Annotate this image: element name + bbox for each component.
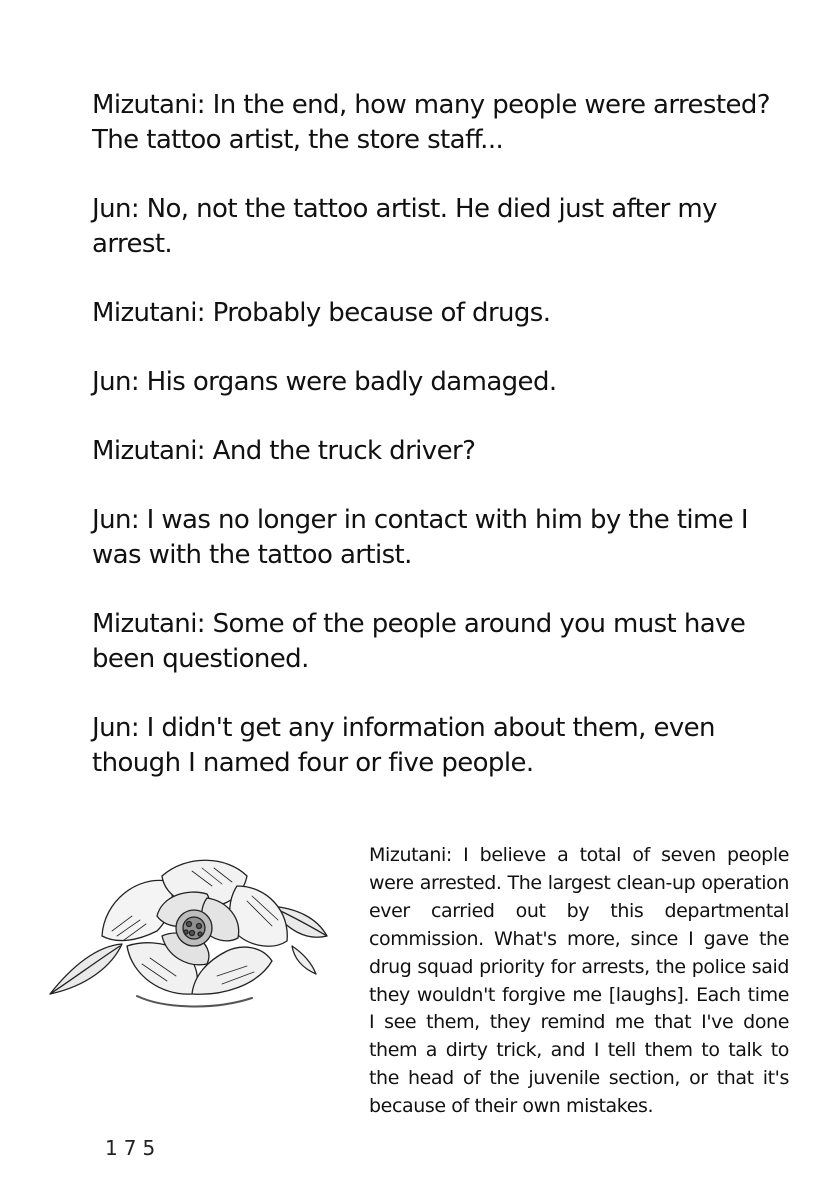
dialogue-line-1: Mizutani: In the end, how many people were arrested? The tattoo artist, the store staff...	[92, 90, 770, 155]
camellia-flower-icon	[42, 846, 332, 1016]
dialogue-line-6: Jun: I was no longer in contact with him by the time I was with the tattoo artist.	[92, 505, 748, 570]
dialogue-line-5: Mizutani: And the truck driver?	[92, 436, 476, 466]
dialogue-line-4: Jun: His organs were badly damaged.	[92, 367, 557, 397]
dialogue-line-2: Jun: No, not the tattoo artist. He died just after my arrest.	[92, 194, 717, 259]
dialogue-line-3: Mizutani: Probably because of drugs.	[92, 298, 551, 328]
page-number: 175	[105, 1136, 162, 1160]
dialogue-block	[92, 88, 772, 815]
dialogue-line-8: Jun: I didn't get any information about them, even though I named four or five people.	[92, 713, 715, 778]
dialogue-line-7: Mizutani: Some of the people around you must have been questioned.	[92, 609, 746, 674]
side-note: Mizutani: I believe a total of seven people were arrested. The largest clean-up operation ever carried out by this departmental commission. What's more, since I gave the drug squad priority for arrests, the police said they wouldn't forgive me [laughs]. Each time I see them, they remind me that I've done them a dirty trick, and I tell them to talk to the head of the juvenile section, or that it's because of their own mistakes.	[369, 844, 789, 1118]
